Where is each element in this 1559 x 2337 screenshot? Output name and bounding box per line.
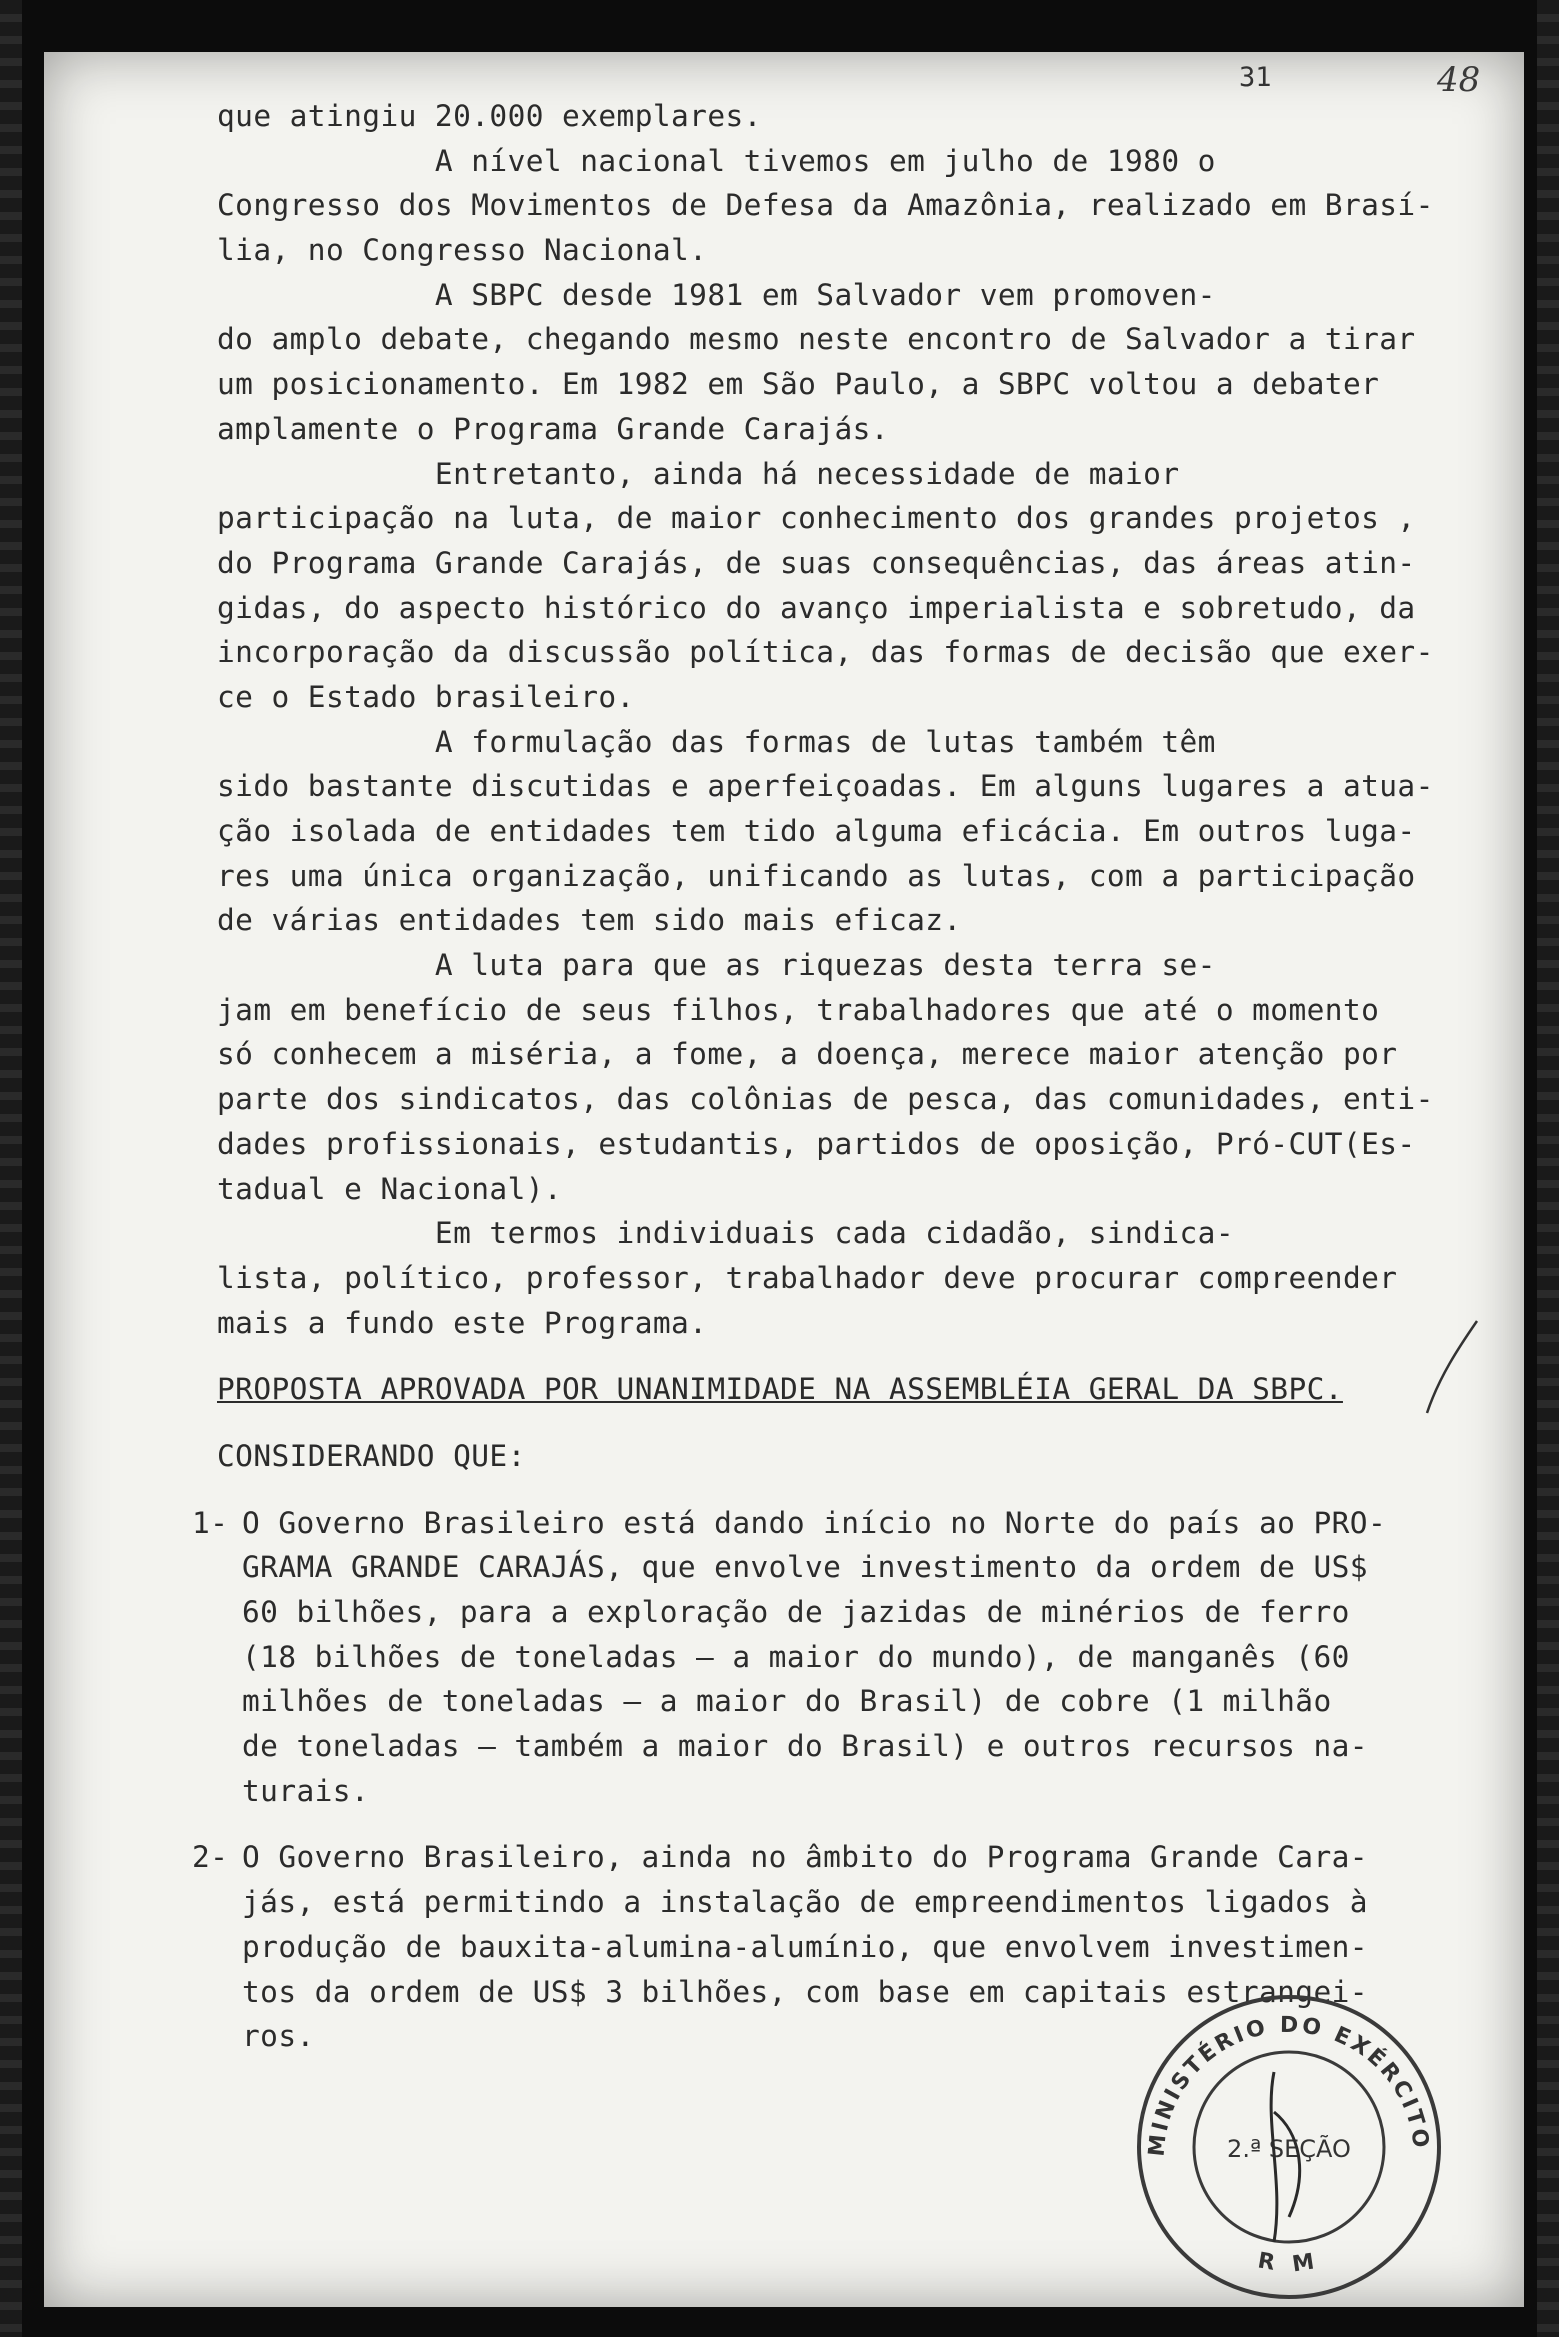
text-line: participação na luta, de maior conhecimento dos grandes projetos , [217,501,1416,536]
spacer [217,1813,1447,1835]
item-number: 1- [192,1505,229,1540]
item-body [242,1501,1447,1814]
text-line: que atingiu 20.000 exemplares. [217,99,762,133]
text-line: O Governo Brasileiro, ainda no âmbito do Programa Grande Cara- [242,1840,1368,1875]
paragraph [217,273,1447,452]
text-line: parte dos sindicatos, das colônias de pesca, das comunidades, enti- [217,1082,1434,1117]
text-line: só conhecem a miséria, a fome, a doença, merece maior atenção por [217,1037,1398,1072]
text-line: 60 bilhões, para a exploração de jazidas de minérios de ferro [242,1595,1350,1629]
text-line: A formulação das formas de lutas também têm [217,724,1216,759]
text-line: Em termos individuais cada cidadão, sindica- [217,1216,1234,1251]
body-text [192,94,1447,2059]
text-line: res uma única organização, unificando as lutas, com a participação [217,858,1416,893]
paragraph [217,452,1447,720]
text-line: A nível nacional tivemos em julho de 1980 o [217,143,1216,178]
text-line: lia, no Congresso Nacional. [217,233,708,268]
resolution-title: PROPOSTA APROVADA POR UNANIMIDADE NA ASSEMBLÉIA GERAL DA SBPC. [217,1372,1343,1407]
paragraphs [217,94,1447,1345]
spacer [217,1345,1447,1367]
text-line: turais. [242,1773,370,1808]
text-line: tadual e Nacional). [217,1171,563,1206]
text-line: ce o Estado brasileiro. [217,679,635,714]
film-edge-right [1537,0,1559,2337]
text-line: ros. [242,2019,315,2054]
text-line: jás, está permitindo a instalação de empreendimentos ligados à [242,1885,1368,1920]
considering-heading: CONSIDERANDO QUE: [217,1438,526,1473]
item-number: 2- [192,1840,229,1875]
stamp-bottom-text: R M [1255,2248,1322,2278]
paragraph [217,943,1447,1211]
text-line: GRAMA GRANDE CARAJÁS, que envolve investimento da ordem de US$ [242,1550,1368,1585]
text-line: incorporação da discussão política, das formas de decisão que exer- [217,635,1434,670]
paragraph [217,720,1447,943]
text-line: Congresso dos Movimentos de Defesa da Amazônia, realizado em Brasí- [217,188,1434,223]
text-line: (18 bilhões de toneladas — a maior do mundo), de manganês (60 [242,1639,1350,1674]
text-line: produção de bauxita-alumina-alumínio, que envolvem investimen- [242,1929,1368,1964]
text-line: milhões de toneladas — a maior do Brasil) de cobre (1 milhão [242,1684,1332,1719]
text-line: A luta para que as riquezas desta terra se- [217,948,1216,983]
text-line: de toneladas — também a maior do Brasil) e outros recursos na- [242,1729,1368,1764]
text-line: tos da ordem de US$ 3 bilhões, com base em capitais estrangei- [242,1974,1368,2009]
numbered-item [192,1501,1447,1814]
text-line: lista, político, professor, trabalhador deve procurar compreender [217,1260,1398,1295]
text-line: dades profissionais, estudantis, partidos de oposição, Pró-CUT(Es- [217,1126,1416,1161]
text-line: do Programa Grande Carajás, de suas consequências, das áreas atin- [217,545,1416,580]
text-line: Entretanto, ainda há necessidade de maior [217,456,1180,491]
text-line: mais a fundo este Programa. [217,1305,708,1340]
text-line: sido bastante discutidas e aperfeiçoadas. Em alguns lugares a atua- [217,769,1434,804]
document-page [44,52,1524,2307]
margin-pen-mark [1419,1317,1489,1417]
text-line: A SBPC desde 1981 em Salvador vem promoven- [217,277,1216,312]
text-line: jam em benefício de seus filhos, trabalhadores que até o momento [217,992,1380,1027]
text-line: O Governo Brasileiro está dando início no Norte do país ao PRO- [242,1505,1387,1540]
spacer [217,1479,1447,1501]
stamp-top-text: MINISTÉRIO DO EXÉRCITO [1144,2012,1434,2158]
text-line: do amplo debate, chegando mesmo neste encontro de Salvador a tirar [217,322,1416,357]
paragraph [217,1211,1447,1345]
text-line: amplamente o Programa Grande Carajás. [217,411,889,446]
page-number: 31 [1239,62,1272,93]
text-line: de várias entidades tem sido mais eficaz. [217,903,962,938]
text-line: gidas, do aspecto histórico do avanço imperialista e sobretudo, da [217,590,1416,625]
archive-number: 48 [1437,60,1481,100]
numbered-items [192,1501,1447,2059]
stamp-center-text: 2.ª SEÇÃO [1227,2135,1351,2163]
paragraph [217,139,1447,273]
film-edge-left [0,0,22,2337]
svg-text:R M [1256,2248,1322,2277]
text-line: ção isolada de entidades tem tido alguma eficácia. Em outros luga- [217,814,1416,848]
ministry-stamp [1124,1982,1454,2312]
spacer [217,1412,1447,1434]
text-line: um posicionamento. Em 1982 em São Paulo, a SBPC voltou a debater [217,367,1380,402]
paragraph [217,94,1447,139]
